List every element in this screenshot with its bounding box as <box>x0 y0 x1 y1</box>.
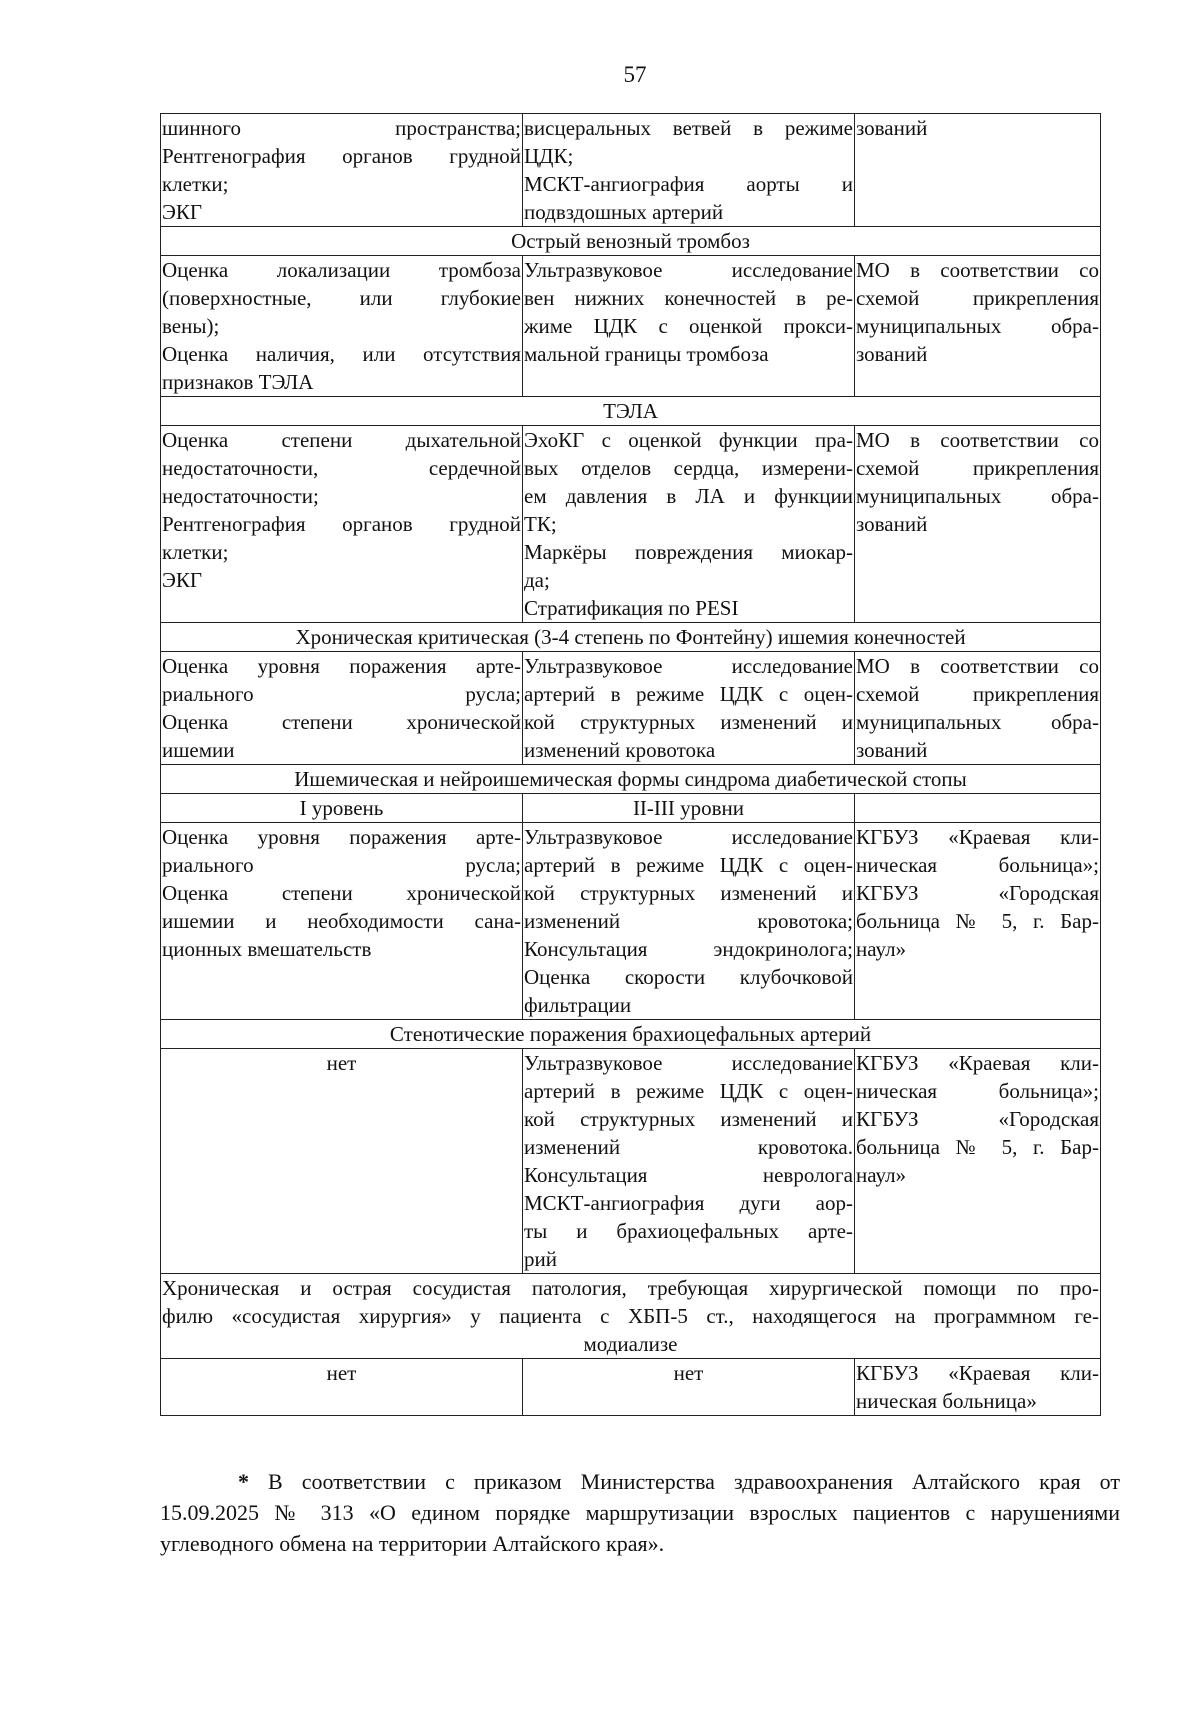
cell-line: вых отделов сердца, измерени- <box>524 456 853 480</box>
cell-institution <box>855 1359 1101 1416</box>
page-number: 57 <box>623 62 647 87</box>
cell-line: Оценка скорости клубочковой <box>524 965 853 989</box>
cell-line: кой структурных изменений и <box>524 710 853 734</box>
table-row <box>161 397 1101 426</box>
routing-table <box>160 113 1101 1416</box>
cell-line: КГБУЗ «Краевая кли- <box>856 1051 1099 1075</box>
table-row <box>161 256 1101 397</box>
table-row <box>161 623 1101 652</box>
cell-examination <box>523 823 855 1020</box>
table-row <box>161 426 1101 623</box>
cell-line: ем давления в ЛА и функции <box>524 484 853 508</box>
cell-line: муниципальных обра- <box>856 314 1099 338</box>
cell-line: риального русла; <box>162 682 521 706</box>
cell-line: вен нижних конечностей в ре- <box>524 286 853 310</box>
cell-line: Оценка локализации тромбоза <box>162 258 521 282</box>
cell-assessment <box>161 256 523 397</box>
cell-line: риального русла; <box>162 853 521 877</box>
cell-line: кой структурных изменений и <box>524 1107 853 1131</box>
footnote <box>160 1466 1120 1559</box>
cell-assessment <box>161 823 523 1020</box>
cell-line: ЭхоКГ с оценкой функции пра- <box>524 428 853 452</box>
section-heading-line: Хроническая и острая сосудистая патология, требующая хирургической помощи по про- <box>162 1276 1099 1300</box>
footnote-line: углеводного обмена на территории Алтайского края». <box>160 1531 665 1556</box>
cell-line: висцеральных ветвей в режиме <box>524 116 853 140</box>
table-row <box>161 1359 1101 1416</box>
cell-line: клетки; <box>162 172 229 196</box>
section-heading: ТЭЛА <box>161 397 1101 426</box>
cell-line: мальной границы тромбоза <box>524 342 769 366</box>
cell-line: Стратификация по PESI <box>524 596 739 620</box>
cell-line: ционных вмешательств <box>162 937 372 961</box>
table-row <box>161 114 1101 227</box>
cell-line: КГБУЗ «Краевая кли- <box>856 825 1099 849</box>
cell-line: муниципальных обра- <box>856 710 1099 734</box>
cell-line: МО в соответствии со <box>856 428 1099 452</box>
table-row <box>161 1049 1101 1274</box>
cell-line: МО в соответствии со <box>856 258 1099 282</box>
cell-line: КГБУЗ «Городская <box>856 1107 1099 1131</box>
cell-line: (поверхностные, или глубокие <box>162 286 521 310</box>
cell-line: Консультация невролога <box>524 1163 853 1187</box>
section-heading: Стенотические поражения брахиоцефальных артерий <box>161 1020 1101 1049</box>
cell-line: вены); <box>162 314 220 338</box>
cell-line: муниципальных обра- <box>856 484 1099 508</box>
cell-institution <box>855 823 1101 1020</box>
cell-examination <box>523 652 855 765</box>
cell-line: ническая больница»; <box>856 853 1099 877</box>
cell-line: наул» <box>856 1163 907 1187</box>
cell-line: схемой прикрепления <box>856 286 1099 310</box>
level-header-empty <box>855 794 1101 823</box>
cell-line: Оценка наличия, или отсутствия <box>162 342 521 366</box>
footnote-asterisk: * <box>238 1469 249 1494</box>
footnote-text: В соответствии с приказом Министерства здравоохранения Алтайского края от <box>268 1469 1121 1494</box>
cell-line: изменений кровотока <box>524 738 716 762</box>
cell-institution <box>855 114 1101 227</box>
cell-line: Рентгенография органов грудной <box>162 512 521 536</box>
cell-line: изменений кровотока; <box>524 909 853 933</box>
table-row <box>161 823 1101 1020</box>
section-heading-line: филю «сосудистая хирургия» у пациента с ХБП-5 ст., находящегося на программном ге- <box>162 1304 1099 1328</box>
cell-line: жиме ЦДК с оценкой прокси- <box>524 314 853 338</box>
cell-institution <box>855 256 1101 397</box>
cell-examination <box>523 426 855 623</box>
cell-line: Ультразвуковое исследование <box>524 654 853 678</box>
cell-line: подвздошных артерий <box>524 200 724 224</box>
section-heading: Острый венозный тромбоз <box>161 227 1101 256</box>
cell-line: ническая больница»; <box>856 1079 1099 1103</box>
section-heading: Хроническая критическая (3-4 степень по Фонтейну) ишемия конечностей <box>161 623 1101 652</box>
cell-line: Ультразвуковое исследование <box>524 825 853 849</box>
cell-assessment <box>161 426 523 623</box>
cell-line: зований <box>856 116 928 140</box>
cell-line: зований <box>856 512 928 536</box>
cell-assessment: нет <box>161 1049 523 1274</box>
table-row <box>161 227 1101 256</box>
cell-assessment: нет <box>161 1359 523 1416</box>
cell-line: признаков ТЭЛА <box>162 370 314 394</box>
cell-line: Оценка степени дыхательной <box>162 428 521 452</box>
cell-line: КГБУЗ «Краевая кли- <box>856 1361 1099 1385</box>
cell-line: Оценка уровня поражения арте- <box>162 654 521 678</box>
cell-line: ЭКГ <box>162 568 203 592</box>
section-heading <box>161 1274 1101 1359</box>
cell-institution <box>855 1049 1101 1274</box>
cell-assessment <box>161 652 523 765</box>
cell-line: шинного пространства; <box>162 116 521 140</box>
table-row <box>161 1274 1101 1359</box>
cell-line: ишемии <box>162 738 235 762</box>
cell-line: ТК; <box>524 512 557 536</box>
cell-line: ническая больница» <box>856 1389 1037 1413</box>
table-row <box>161 765 1101 794</box>
cell-line: зований <box>856 342 928 366</box>
routing-table-body <box>161 114 1101 1416</box>
cell-line: клетки; <box>162 540 229 564</box>
cell-line: Оценка степени хронической <box>162 881 521 905</box>
section-heading-line: модиализе <box>583 1332 678 1356</box>
cell-line: больница № 5, г. Бар- <box>856 909 1099 933</box>
cell-line: ЭКГ <box>162 200 203 224</box>
cell-line: да; <box>524 568 550 592</box>
cell-examination: нет <box>523 1359 855 1416</box>
cell-examination <box>523 1049 855 1274</box>
cell-line: наул» <box>856 937 907 961</box>
cell-line: Ультразвуковое исследование <box>524 258 853 282</box>
cell-line: схемой прикрепления <box>856 682 1099 706</box>
cell-line: рий <box>524 1247 557 1271</box>
cell-line: Ультразвуковое исследование <box>524 1051 853 1075</box>
footnote-line <box>160 1466 1120 1497</box>
cell-line: артерий в режиме ЦДК с оцен- <box>524 1079 853 1103</box>
cell-institution <box>855 652 1101 765</box>
cell-line: МО в соответствии со <box>856 654 1099 678</box>
cell-line: Оценка степени хронической <box>162 710 521 734</box>
cell-line: Рентгенография органов грудной <box>162 144 521 168</box>
cell-line: КГБУЗ «Городская <box>856 881 1099 905</box>
cell-line: схемой прикрепления <box>856 456 1099 480</box>
cell-line: ты и брахиоцефальных арте- <box>524 1219 853 1243</box>
cell-line: МСКТ-ангиография дуги аор- <box>524 1191 853 1215</box>
cell-line: Консультация эндокринолога; <box>524 937 853 961</box>
cell-line: фильтрации <box>524 993 632 1017</box>
cell-line: недостаточности, сердечной <box>162 456 521 480</box>
cell-assessment <box>161 114 523 227</box>
cell-line: ЦДК; <box>524 144 574 168</box>
section-heading: Ишемическая и нейроишемическая формы синдрома диабетической стопы <box>161 765 1101 794</box>
cell-line: Маркёры повреждения миокар- <box>524 540 853 564</box>
cell-line: зований <box>856 738 928 762</box>
table-row <box>161 794 1101 823</box>
cell-line: больница № 5, г. Бар- <box>856 1135 1099 1159</box>
cell-line: МСКТ-ангиография аорты и <box>524 172 853 196</box>
cell-examination <box>523 256 855 397</box>
level-header-ii-iii: II-III уровни <box>523 794 855 823</box>
cell-line: ишемии и необходимости сана- <box>162 909 521 933</box>
cell-line: артерий в режиме ЦДК с оцен- <box>524 853 853 877</box>
cell-examination <box>523 114 855 227</box>
cell-line: изменений кровотока. <box>524 1135 853 1159</box>
level-header-i: I уровень <box>161 794 523 823</box>
cell-line: артерий в режиме ЦДК с оцен- <box>524 682 853 706</box>
cell-line: кой структурных изменений и <box>524 881 853 905</box>
cell-institution <box>855 426 1101 623</box>
cell-line: недостаточности; <box>162 484 319 508</box>
table-row <box>161 652 1101 765</box>
table-row <box>161 1020 1101 1049</box>
footnote-line: 15.09.2025 № 313 «О едином порядке маршрутизации взрослых пациентов с нарушениями <box>160 1500 1120 1525</box>
cell-line: Оценка уровня поражения арте- <box>162 825 521 849</box>
